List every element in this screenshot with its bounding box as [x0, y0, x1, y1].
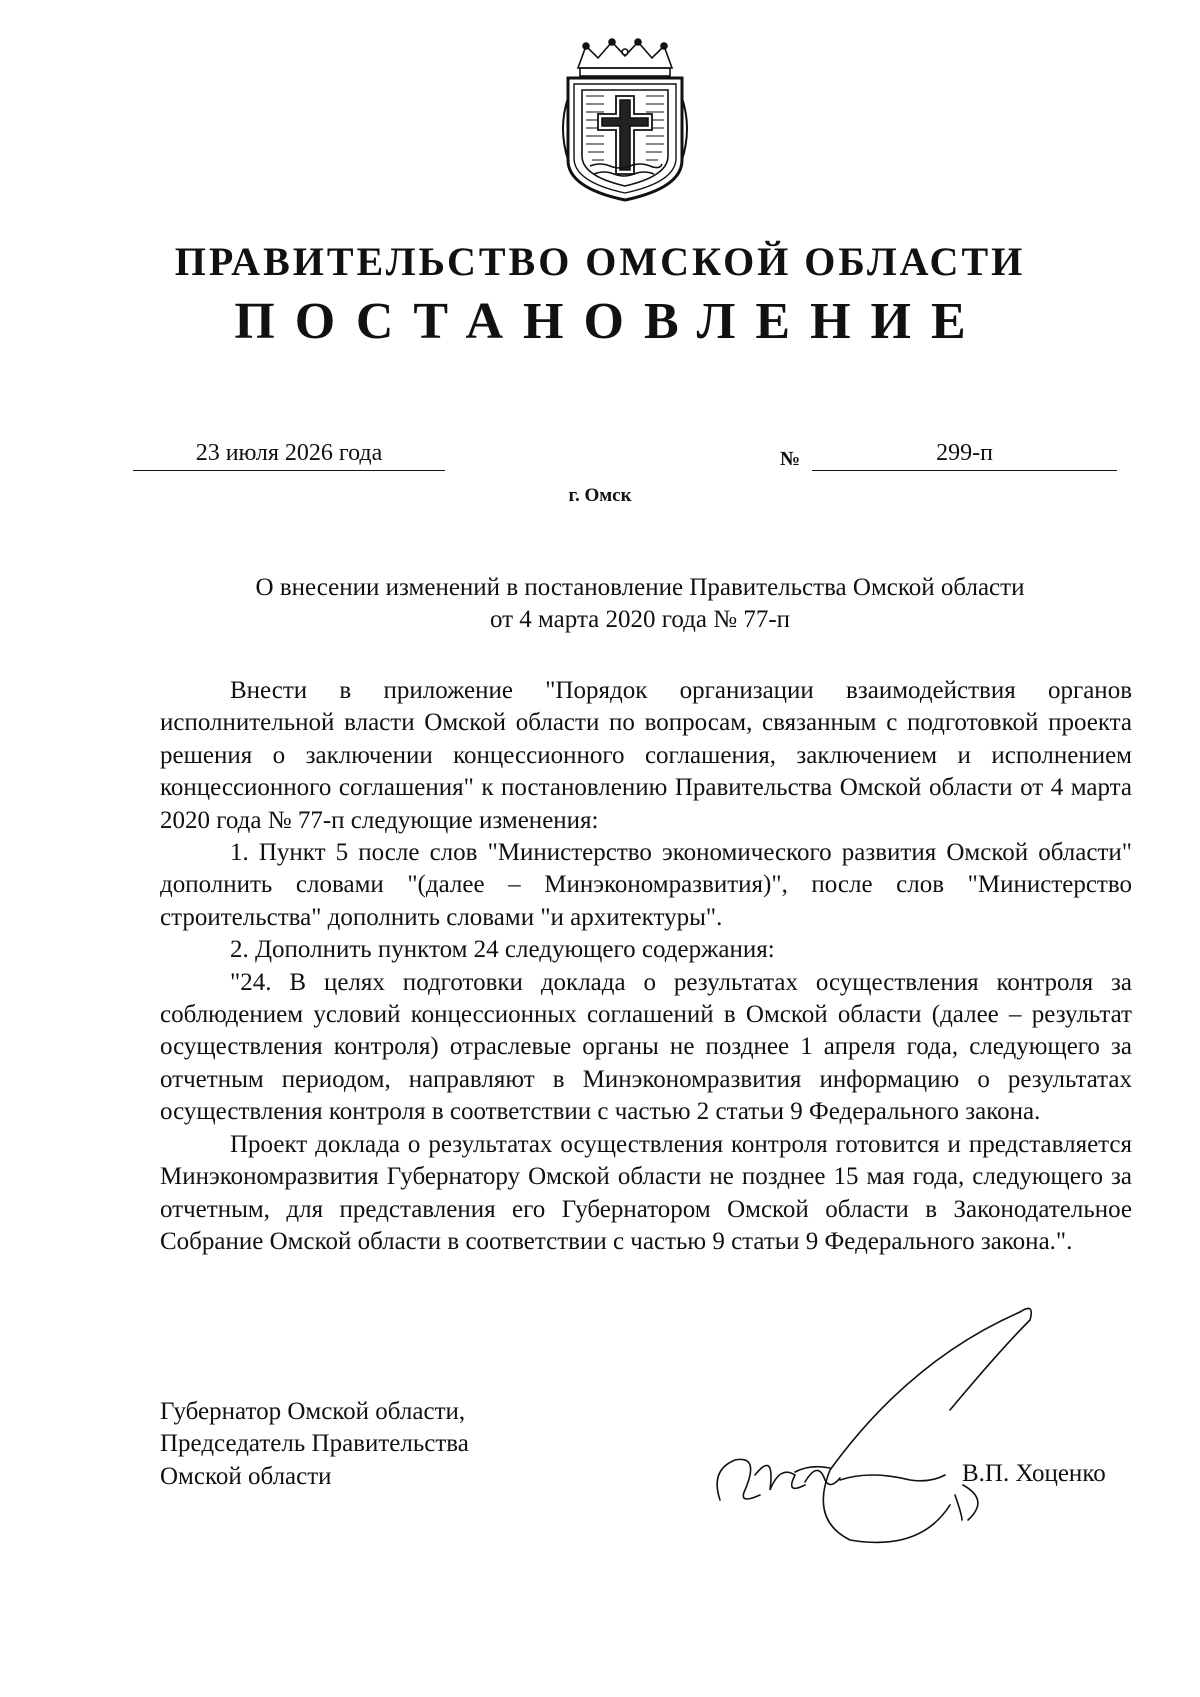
body-paragraph: 2. Дополнить пунктом 24 следующего содержания:	[230, 936, 775, 964]
body-paragraph: 1. Пункт 5 после слов "Министерство экономического развития Омской области" дополнить словами "(далее – Минэкономразвития)", после слов "Министерство строительства" дополнить словами "и архитектуры".	[160, 839, 1132, 931]
signatory-title	[160, 1396, 469, 1493]
document-body	[160, 675, 1132, 1258]
body-paragraph: Проект доклада о результатах осуществления контроля готовится и представляется Минэкономразвития Губернатору Омской области не позднее 15 мая года, следующего за отчетным, для представления его Губернатором Омской области в Законодательное Собрание Омской области в соответствии с частью 9 статьи 9 Федерального закона.".	[160, 1130, 1132, 1255]
body-paragraph: Внести в приложение "Порядок организации взаимодействия органов исполнительной власти Омской области по вопросам, связанным с подготовкой проекта решения о заключении концессионного соглашения, заключением и исполнением концессионного соглашения" к постановлению Правительства Омской области от 4 марта 2020 года № 77-п следующие изменения:	[160, 677, 1132, 834]
number-sign: №	[780, 448, 801, 470]
signatory-title-line-2: Председатель Правительства	[160, 1430, 469, 1458]
document-type-title: ПОСТАНОВЛЕНИЕ	[234, 293, 986, 350]
document-number: 299-п	[812, 436, 1117, 471]
signatory-name: В.П. Хоценко	[962, 1460, 1106, 1487]
body-paragraph: "24. В целях подготовки доклада о результатах осуществления контроля за соблюдением условий концессионных соглашений в Омской области (далее – результат осуществления контроля) отраслевые органы не позднее 1 апреля года, следующего за отчетным периодом, направляют в Минэкономразвития информацию о результатах осуществления контроля в соответствии с частью 2 статьи 9 Федерального закона.	[160, 968, 1132, 1126]
handwritten-signature-icon	[700, 1290, 1140, 1550]
government-title: ПРАВИТЕЛЬСТВО ОМСКОЙ ОБЛАСТИ	[174, 239, 1026, 284]
signatory-title-line-3: Омской области	[160, 1462, 332, 1490]
subject-line-1: О внесении изменений в постановление Правительства Омской области	[255, 574, 1025, 601]
omsk-coat-of-arms-icon	[556, 38, 694, 203]
subject-line-2: от 4 марта 2020 года № 77-п	[489, 606, 791, 633]
document-subject	[160, 572, 1120, 636]
city-label: г. Омск	[568, 485, 632, 506]
document-date: 23 июля 2026 года	[133, 436, 445, 471]
signatory-title-line-1: Губернатор Омской области,	[160, 1398, 466, 1425]
